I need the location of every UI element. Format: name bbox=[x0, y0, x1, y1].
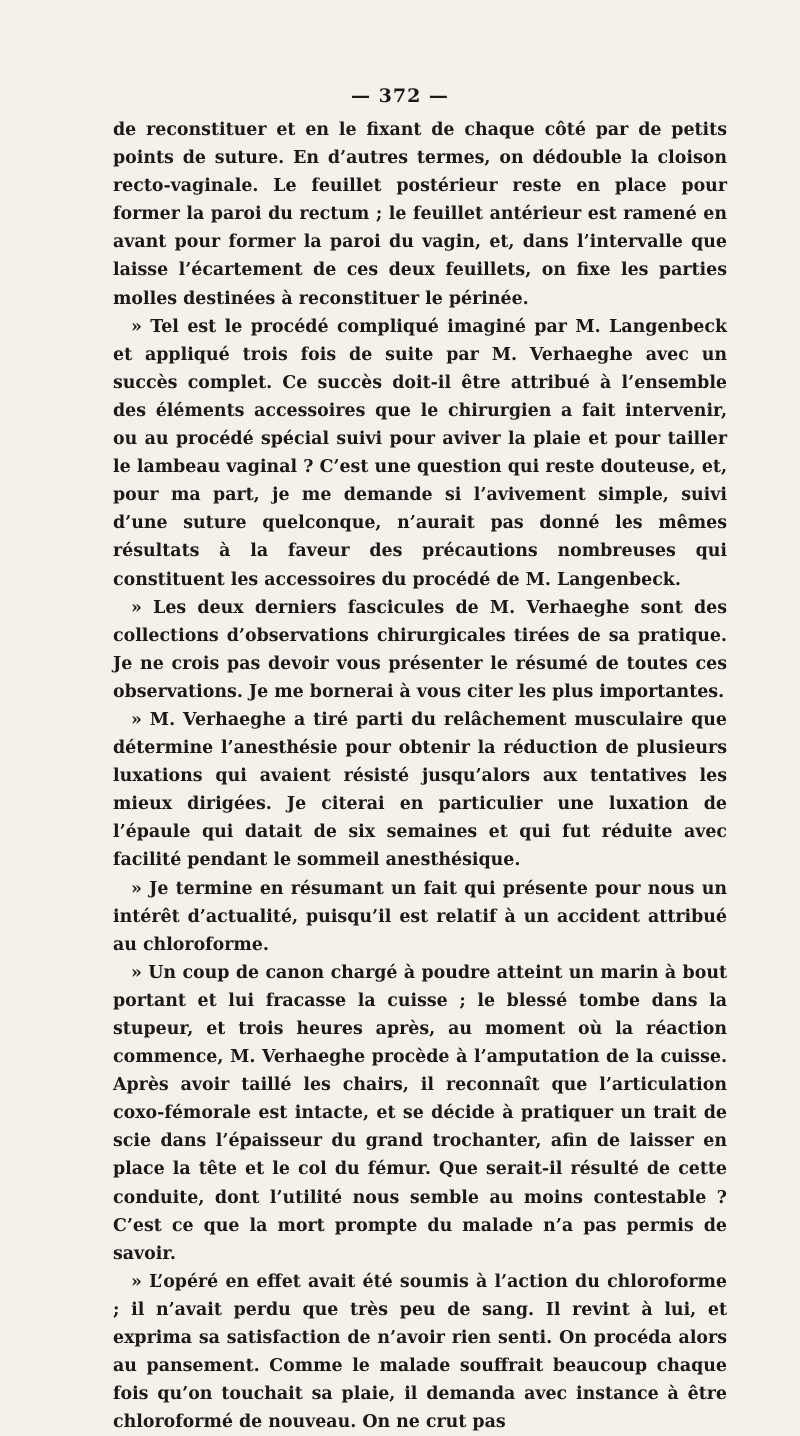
paragraph-1: de reconstituer et en le fixant de chaque côté par de petits points de suture. En d’autres termes, on dédouble la cloison recto-vaginale. Le feuillet postérieur reste en place pour former la paroi du rectum ; le feuillet antérieur est ramené en avant pour former la paroi du vagin, et, dans l’intervalle que laisse l’écartement de ces deux feuillets, on fixe les parties molles destinées à reconstituer le périnée. bbox=[113, 120, 727, 309]
paragraph-6: » Un coup de canon chargé à poudre atteint un marin à bout portant et lui fracasse la cuisse ; le blessé tombe dans la stupeur, et trois heures après, au moment où la réaction commence, M. Verhaeghe procède à l’amputation de la cuisse. Après avoir taillé les chairs, il reconnaît que l’articulation coxo-fémorale est intacte, et se décide à pratiquer un trait de scie dans l’épaisseur du grand trochanter, afin de laisser en place la tête et le col du fémur. Que serait-il résulté de cette conduite, dont l’utilité nous semble au moins contestable ? C’est ce que la mort prompte du malade n’a pas permis de savoir. bbox=[113, 962, 727, 1264]
page-number: — 372 — bbox=[351, 85, 449, 107]
paragraph-3: » Les deux derniers fascicules de M. Verhaeghe sont des collections d’observations chirurgicales tirées de sa pratique. Je ne crois pas devoir vous présenter le résumé de toutes ces observations. Je me bornerai à vous citer les plus importantes. bbox=[113, 597, 727, 702]
paragraph-5: » Je termine en résumant un fait qui présente pour nous un intérêt d’actualité, puisqu’il est relatif à un accident attribué au chloroforme. bbox=[113, 878, 727, 955]
body-text bbox=[113, 116, 727, 1436]
paragraph-4: » M. Verhaeghe a tiré parti du relâchement musculaire que détermine l’anesthésie pour obtenir la réduction de plusieurs luxations qui avaient résisté jusqu’alors aux tentatives les mieux dirigées. Je citerai en particulier une luxation de l’épaule qui datait de six semaines et qui fut réduite avec facilité pendant le sommeil anesthésique. bbox=[113, 709, 727, 871]
paragraph-7: » L’opéré en effet avait été soumis à l’action du chloroforme ; il n’avait perdu que très peu de sang. Il revint à lui, et exprima sa satisfaction de n’avoir rien senti. On procéda alors au pansement. Comme le malade souffrait beaucoup chaque fois qu’on touchait sa plaie, il demanda avec instance à être chloroformé de nouveau. On ne crut pas bbox=[113, 1271, 727, 1433]
paragraph-2: » Tel est le procédé compliqué imaginé par M. Langenbeck et appliqué trois fois de suite par M. Verhaeghe avec un succès complet. Ce succès doit-il être attribué à l’ensemble des éléments accessoires que le chirurgien a fait intervenir, ou au procédé spécial suivi pour aviver la plaie et pour tailler le lambeau vaginal ? C’est une question qui reste douteuse, et, pour ma part, je me demande si l’avivement simple, suivi d’une suture quelconque, n’aurait pas donné les mêmes résultats à la faveur des précautions nombreuses qui constituent les accessoires du procédé de M. Langenbeck. bbox=[113, 316, 727, 590]
